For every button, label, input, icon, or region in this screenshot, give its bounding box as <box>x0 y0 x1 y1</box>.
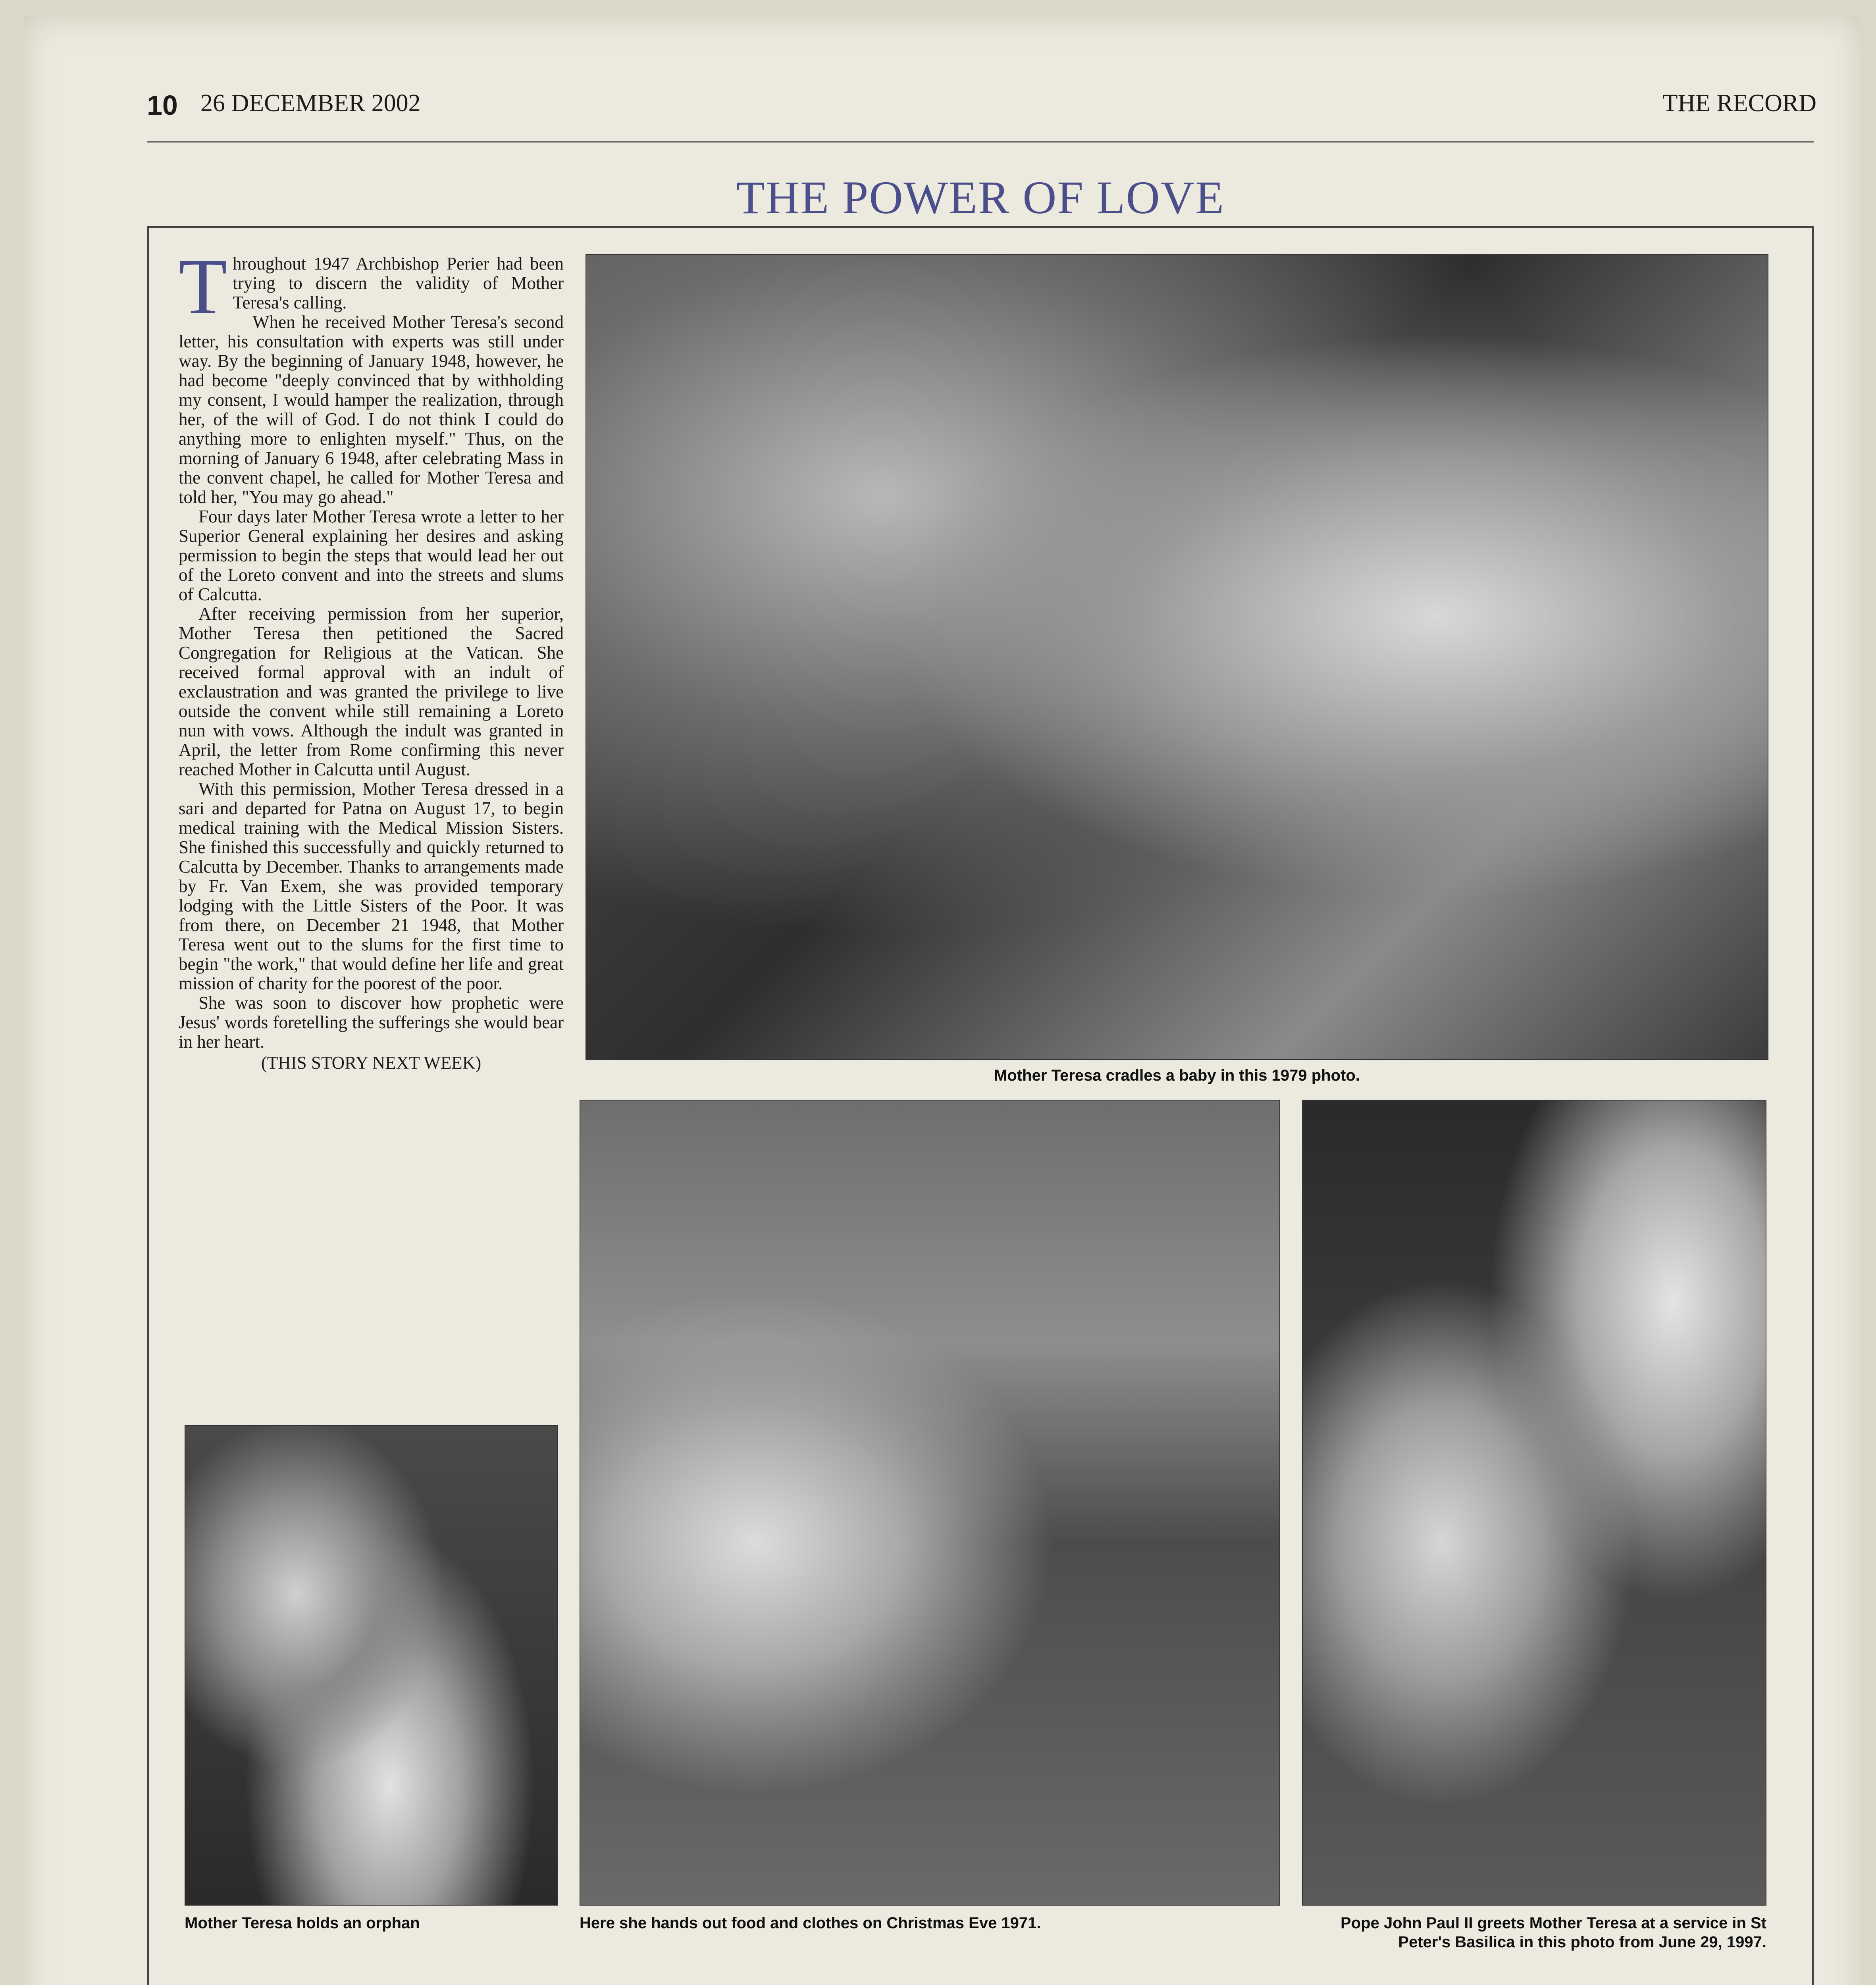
photo-christmas-eve-1971 <box>580 1100 1280 1906</box>
article-paragraph: When he received Mother Teresa's second letter, his consultation with experts was still under way. By the beginning of January 1948, however, he had become "deeply convinced that by withholding my consent, I would hamper the realization, through her, of the will of God. I do not think I could do anything more to enlighten myself." Thus, on the morning of January 6 1948, after celebrating Mass in the convent chapel, he called for Mother Teresa and told her, "You may go ahead." <box>179 312 564 507</box>
continuation-note: (THIS STORY NEXT WEEK) <box>261 1053 482 1073</box>
article-paragraph: Four days later Mother Teresa wrote a letter to her Superior General explaining her desires and asking permission to begin the steps that would lead her out of the Loreto convent and into the streets and slums of Calcutta. <box>179 507 564 604</box>
caption-pope-photo: Pope John Paul II greets Mother Teresa at a service in St Peter's Basilica in this photo from June 29, 1997. <box>1341 1914 1766 1951</box>
article-paragraph: With this permission, Mother Teresa dressed in a sari and departed for Patna on August 17, to begin medical training with the Medical Mission Sisters. She finished this successfully and quickly returned to Calcutta by December. Thanks to arrangements made by Fr. Van Exem, she was provided temporary lodging with the Little Sisters of the Poor. It was from there, on December 21 1948, that Mother Teresa went out to the slums for the first time to begin "the work," that would define her life and great mission of charity for the poorest of the poor. <box>179 779 564 993</box>
article-paragraph: After receiving permission from her superior, Mother Teresa then petitioned the Sacred Congregation for Religious at the Vatican. She received formal approval with an indult of exclaustration and was granted the privilege to live outside the convent while still remaining a Loreto nun with vows. Although the indult was granted in April, the letter from Rome confirming this never reached Mother in Calcutta until August. <box>179 604 564 779</box>
photo-mother-teresa-cradles-baby <box>586 254 1768 1060</box>
drop-cap: T <box>179 243 227 331</box>
headline: THE POWER OF LOVE <box>736 172 1225 224</box>
page-number: 10 <box>147 90 178 121</box>
issue-date: 26 DECEMBER 2002 <box>200 90 421 117</box>
photo-mother-teresa-holds-orphan <box>185 1425 558 1906</box>
article-paragraph <box>179 243 564 331</box>
photo-pope-john-paul-greets <box>1302 1100 1766 1906</box>
header-rule <box>147 141 1814 143</box>
article-paragraph: She was soon to discover how prophetic were Jesus' words foretelling the sufferings she would bear in her heart. <box>179 993 564 1052</box>
caption-main-photo: Mother Teresa cradles a baby in this 1979 photo. <box>994 1067 1360 1084</box>
article-body <box>179 243 564 1073</box>
caption-christmas-photo: Here she hands out food and clothes on Christmas Eve 1971. <box>580 1914 1041 1932</box>
article-paragraph-text: hroughout 1947 Archbishop Perier had been trying to discern the validity of Mother Teresa's calling. <box>233 254 564 312</box>
publication-name: THE RECORD <box>1662 90 1816 117</box>
caption-orphan-photo: Mother Teresa holds an orphan <box>185 1914 420 1932</box>
